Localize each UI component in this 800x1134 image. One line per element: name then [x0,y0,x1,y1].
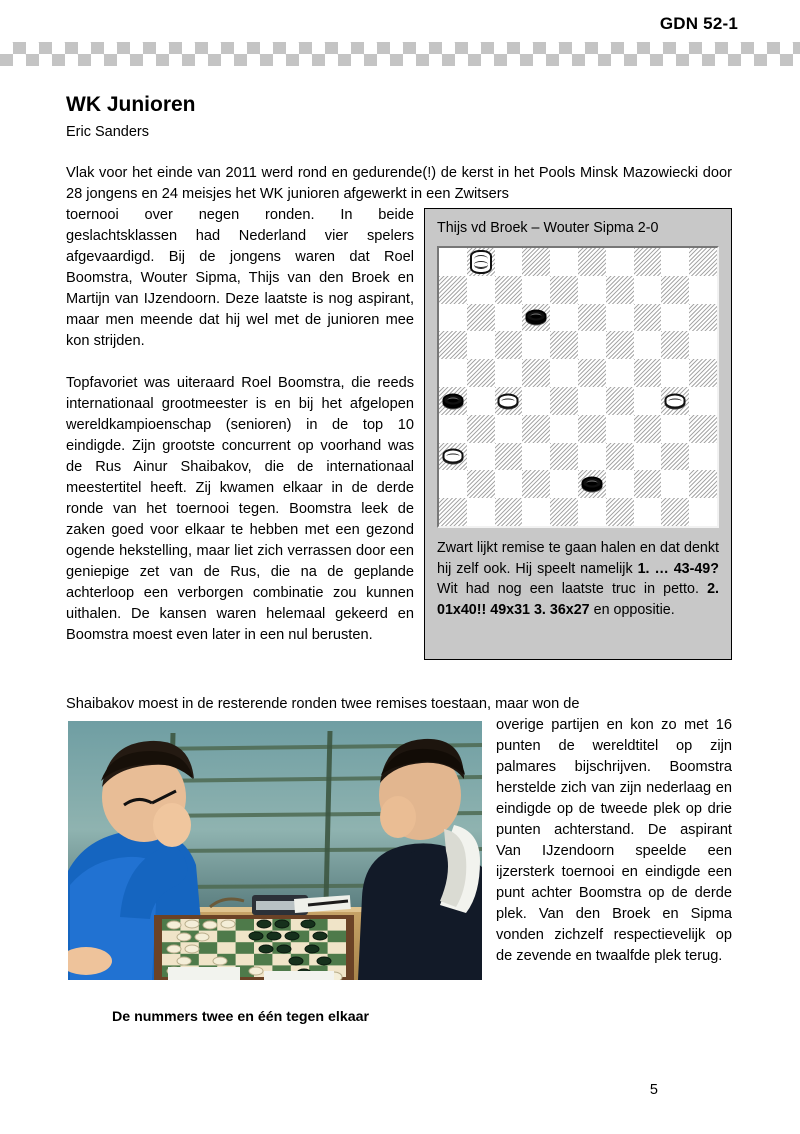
board-square [634,470,662,498]
board-square [578,498,606,526]
bridge-paragraph: Shaibakov moest in de resterende ronden twee remises toestaan, maar won de [66,696,580,712]
left-column-body [66,205,414,667]
board-square [689,415,717,443]
board-square [661,359,689,387]
board-square [661,387,689,415]
board-square [606,415,634,443]
board-square [522,387,550,415]
board-square [689,276,717,304]
paragraph: Topfavoriet was uiteraard Roel Boomstra, die reeds internationaal grootmeester is en bij het afgelopen wereldkampioenschap (senioren) in de top 10 eindigde. Zijn grootste concurrent op voorhand was de Rus Ainur Shaibakov, die de internationaal meestertitel heeft. Zij kwamen elkaar in de derde ronde van het toernooi tegen. Boomstra leek de zaken goed voor elkaar te hebben met een gezond ogende hekstelling, maar liet zich verrassen door een geniepige zet van de Rus, die na de geplande achterloop een verborgen combinatie zou kunnen uithalen. De kansen waren helemaal gekeerd en Boomstra moest even later in een nul berusten. [66,375,414,643]
board-square [606,498,634,526]
board-square [522,415,550,443]
board-square [522,331,550,359]
board-square [467,276,495,304]
black-man-piece [581,477,602,492]
board-square [495,443,523,471]
right-column-body: overige partijen en kon zo met 16 punten de wereldtitel op zijn palmares bijschrijven. Boomstra herstelde zich van zijn nederlaag en eindigde op de tweede plek op drie punten achterstand. De aspirant Van IJzendoorn speelde een ijzersterk toernooi en eindigde een punt achter Boomstra op de derde plek. Van den Broek en Sipma vonden zichzelf respectievelijk op de zevende en twaalfde plek terug. [496,717,732,964]
board-square [439,248,467,276]
board-square [578,331,606,359]
draughts-board [437,246,719,528]
page-title: GDN 52-1 [659,14,738,33]
board-square [606,443,634,471]
board-square [689,443,717,471]
board-square [661,470,689,498]
board-square [661,248,689,276]
board-square [522,498,550,526]
board-square [689,387,717,415]
board-square [689,331,717,359]
board-square [522,470,550,498]
page-header [0,0,800,68]
paragraph: toernooi over negen ronden. In beide geslachtsklassen had Nederland vier spelers afgevaardigd. Bij de jongens waren dat Roel Boomstra, Wouter Sipma, Thijs van den Broek en Martijn van IJzendoorn. Deze laatste is nog aspirant, maar men meende dat hij wel met de junioren mee kon strijden. [66,207,414,349]
board-square [661,276,689,304]
board-square [467,331,495,359]
black-man-piece [526,310,547,325]
board-square [689,248,717,276]
board-square [634,359,662,387]
checkerboard-strip-icon [0,42,800,66]
move-notation: 2. 01x40!! 49x31 3. 36x27 [437,581,719,618]
board-square [578,470,606,498]
board-square [606,387,634,415]
article-title: WK Junioren [66,93,196,116]
board-square [495,276,523,304]
board-square [606,359,634,387]
diagram-header-label: Thijs vd Broek – Wouter Sipma 2-0 [437,220,659,236]
board-square [550,248,578,276]
page-number: 5 [649,1082,658,1098]
board-square [578,415,606,443]
board-square [550,331,578,359]
board-square [522,443,550,471]
analysis-text: en oppositie. [589,601,675,618]
board-square [634,276,662,304]
board-square [689,498,717,526]
board-square [578,359,606,387]
board-square [661,331,689,359]
board-square [661,415,689,443]
white-man-piece [442,449,463,464]
board-square [495,359,523,387]
photo-caption: De nummers twee en één tegen elkaar [112,1009,370,1025]
draughts-diagram-box [424,208,732,660]
board-grid [439,248,717,526]
white-king-piece [470,250,492,274]
tournament-photo [68,721,482,980]
board-square [439,276,467,304]
board-square [634,415,662,443]
board-square [550,498,578,526]
board-square [661,498,689,526]
board-square [439,470,467,498]
analysis-text: Zwart lijkt remise te gaan halen en dat denkt hij zelf ook. Hij speelt namelijk [437,540,719,577]
board-square [550,304,578,332]
diagram-analysis-text [437,538,719,620]
board-square [495,415,523,443]
board-square [606,276,634,304]
board-square [522,248,550,276]
board-square [606,248,634,276]
board-square [606,331,634,359]
board-square [439,443,467,471]
board-square [439,415,467,443]
photo-illustration [68,721,482,980]
board-square [634,331,662,359]
board-square [439,359,467,387]
white-man-piece [498,393,519,408]
board-square [578,387,606,415]
board-square [689,359,717,387]
board-square [550,276,578,304]
board-square [578,248,606,276]
board-square [495,248,523,276]
board-square [495,331,523,359]
board-square [634,387,662,415]
board-square [550,359,578,387]
move-notation: 1. … 43-49? [637,560,719,577]
board-square [578,276,606,304]
board-square [578,443,606,471]
white-man-piece [665,393,686,408]
board-square [439,387,467,415]
board-square [467,415,495,443]
board-square [467,443,495,471]
board-square [467,498,495,526]
board-square [495,470,523,498]
analysis-text: Wit had nog een laatste truc in petto. [437,581,708,597]
board-square [522,359,550,387]
board-square [689,470,717,498]
intro-paragraph: Vlak voor het einde van 2011 werd rond en gedurende(!) de kerst in het Pools Minsk Mazowiecki door 28 jongens en 24 meisjes het WK junioren afgewerkt in een Zwitsers [66,165,732,202]
board-square [661,443,689,471]
board-square [467,359,495,387]
board-square [634,248,662,276]
board-square [550,415,578,443]
board-square [439,304,467,332]
black-man-piece [442,393,463,408]
board-square [522,276,550,304]
board-square [578,304,606,332]
board-square [689,304,717,332]
board-square [495,498,523,526]
board-square [495,304,523,332]
board-square [467,248,495,276]
board-square [661,304,689,332]
board-square [634,443,662,471]
board-square [606,304,634,332]
board-square [634,304,662,332]
board-square [439,498,467,526]
board-square [550,443,578,471]
board-square [439,331,467,359]
board-square [495,387,523,415]
board-square [606,470,634,498]
board-square [467,470,495,498]
board-square [550,387,578,415]
board-square [550,470,578,498]
article-author: Eric Sanders [66,124,150,140]
board-square [467,387,495,415]
board-square [522,304,550,332]
board-square [467,304,495,332]
board-square [634,498,662,526]
